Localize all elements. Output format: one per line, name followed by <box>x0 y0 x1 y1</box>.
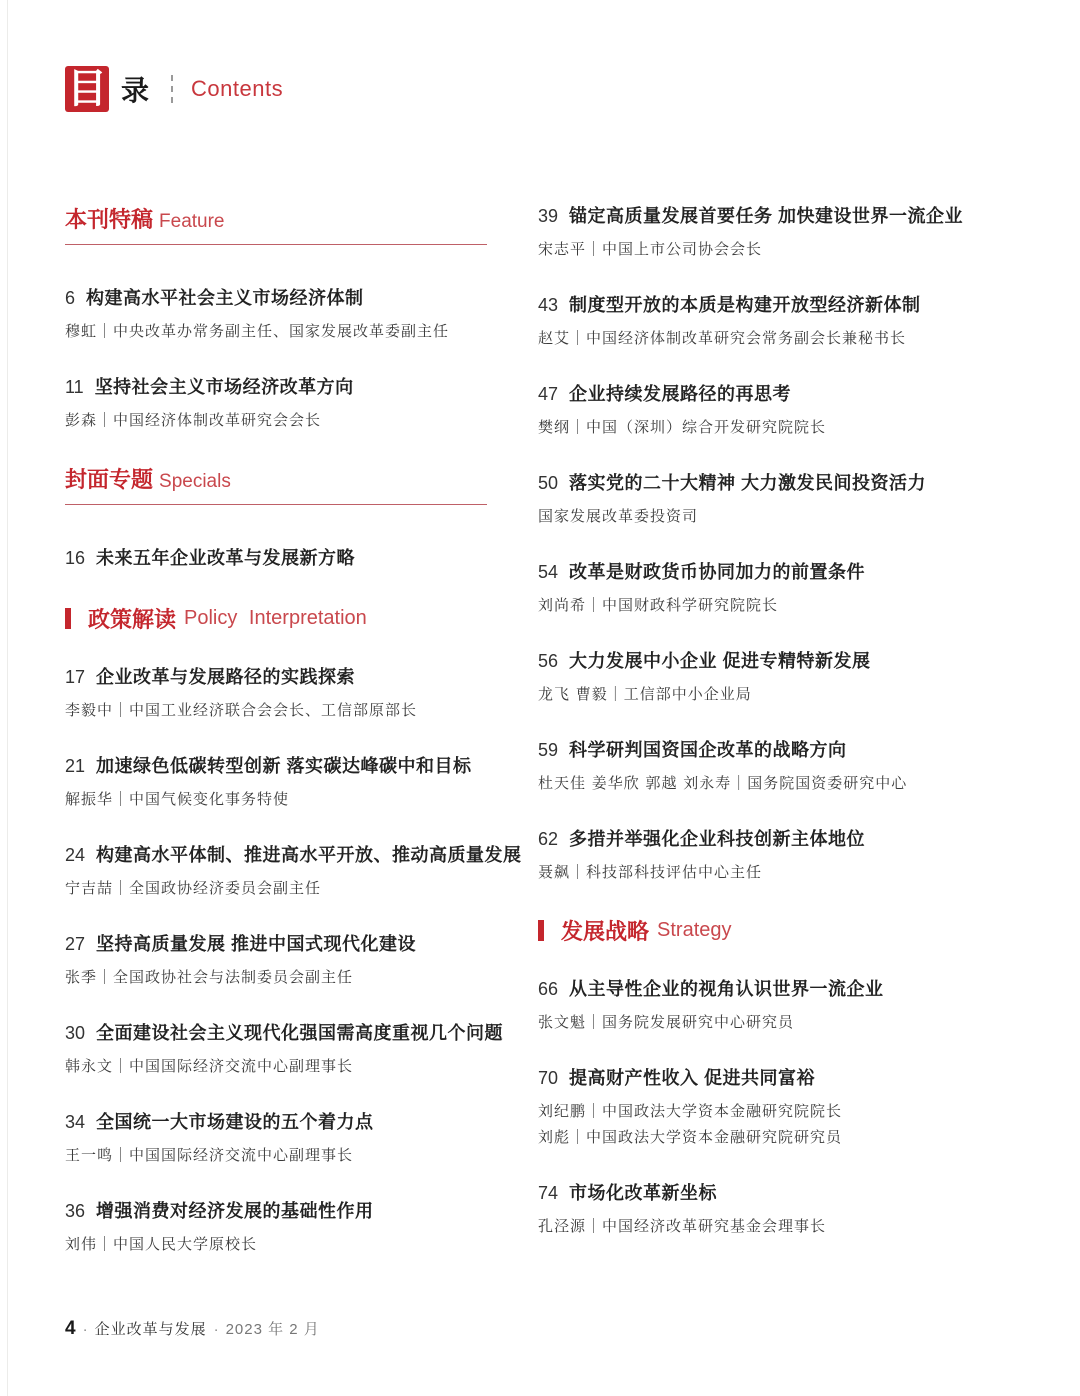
article-title: 多措并举强化企业科技创新主体地位 <box>569 829 866 849</box>
article-page-number: 16 <box>65 548 86 568</box>
toc-entry-6[interactable] <box>65 285 517 342</box>
article-title: 锚定高质量发展首要任务 加快建设世界一流企业 <box>569 206 964 226</box>
toc-entry-66[interactable] <box>538 976 998 1033</box>
toc-entry-16[interactable] <box>65 545 517 571</box>
toc-entry-39[interactable] <box>538 203 998 260</box>
dashed-divider <box>171 75 173 103</box>
page-footer <box>65 1318 320 1340</box>
article-author: 李毅中｜中国工业经济联合会会长、工信部原部长 <box>65 701 418 719</box>
article-author: 龙飞 曹毅｜工信部中小企业局 <box>538 685 752 703</box>
article-title: 企业改革与发展路径的实践探索 <box>96 667 356 687</box>
article-page-number: 70 <box>538 1068 559 1088</box>
footer-separator: · <box>82 1321 88 1338</box>
logo-suffix-text: 录 <box>121 75 150 106</box>
article-title: 增强消费对经济发展的基础性作用 <box>96 1201 374 1221</box>
article-title: 大力发展中小企业 促进专精特新发展 <box>569 651 871 671</box>
section-header-feature <box>65 203 487 245</box>
article-page-number: 21 <box>65 756 86 776</box>
toc-entry-27[interactable] <box>65 931 517 988</box>
article-page-number: 59 <box>538 740 559 760</box>
footer-page-number: 4 <box>65 1318 76 1339</box>
toc-entry-30[interactable] <box>65 1020 517 1077</box>
section-title-zh: 封面专题 <box>65 467 154 492</box>
article-page-number: 47 <box>538 384 559 404</box>
article-author: 赵艾｜中国经济体制改革研究会常务副会长兼秘书长 <box>538 329 907 347</box>
section-header-strategy <box>538 915 998 946</box>
contents-header <box>65 66 283 112</box>
article-author: 孔泾源｜中国经济改革研究基金会理事长 <box>538 1217 827 1235</box>
article-author: 王一鸣｜中国国际经济交流中心副理事长 <box>65 1146 354 1164</box>
toc-entry-11[interactable] <box>65 374 517 431</box>
article-title: 从主导性企业的视角认识世界一流企业 <box>569 979 884 999</box>
article-page-number: 66 <box>538 979 559 999</box>
section-title-zh: 本刊特稿 <box>65 207 154 232</box>
article-page-number: 11 <box>65 377 84 397</box>
article-title: 提高财产性收入 促进共同富裕 <box>569 1068 816 1088</box>
article-page-number: 62 <box>538 829 559 849</box>
toc-entry-21[interactable] <box>65 753 517 810</box>
section-header-specials <box>65 463 487 505</box>
article-page-number: 56 <box>538 651 559 671</box>
article-author: 杜天佳 姜华欣 郭越 刘永寿｜国务院国资委研究中心 <box>538 774 908 792</box>
article-page-number: 50 <box>538 473 559 493</box>
section-header-policy <box>65 603 517 634</box>
article-title: 全国统一大市场建设的五个着力点 <box>96 1112 374 1132</box>
section-title-zh: 发展战略 <box>561 919 650 944</box>
footer-journal-name: 企业改革与发展 <box>94 1321 207 1338</box>
article-page-number: 54 <box>538 562 559 582</box>
article-author: 解振华｜中国气候变化事务特使 <box>65 790 290 808</box>
toc-entry-70[interactable] <box>538 1065 998 1148</box>
article-page-number: 36 <box>65 1201 86 1221</box>
article-author: 刘尚希｜中国财政科学研究院院长 <box>538 596 779 614</box>
section-bar-icon <box>65 608 71 629</box>
toc-columns <box>65 203 998 1287</box>
toc-entry-36[interactable] <box>65 1198 517 1255</box>
section-title-en: Feature <box>159 211 225 232</box>
article-author: 聂飙｜科技部科技评估中心主任 <box>538 863 763 881</box>
article-author: 刘伟｜中国人民大学原校长 <box>65 1235 258 1253</box>
article-title: 全面建设社会主义现代化强国需高度重视几个问题 <box>96 1023 504 1043</box>
toc-entry-24[interactable] <box>65 842 522 899</box>
toc-entry-34[interactable] <box>65 1109 517 1166</box>
article-title: 加速绿色低碳转型创新 落实碳达峰碳中和目标 <box>96 756 472 776</box>
article-page-number: 34 <box>65 1112 86 1132</box>
footer-separator: · <box>213 1321 219 1338</box>
section-bar-icon <box>538 920 544 941</box>
section-title-en: Strategy <box>657 919 732 941</box>
article-author: 韩永文｜中国国际经济交流中心副理事长 <box>65 1057 354 1075</box>
article-author: 宋志平｜中国上市公司协会会长 <box>538 240 763 258</box>
article-title: 落实党的二十大精神 大力激发民间投资活力 <box>569 473 927 493</box>
article-page-number: 6 <box>65 288 76 308</box>
toc-entry-50[interactable] <box>538 470 998 527</box>
article-page-number: 30 <box>65 1023 86 1043</box>
toc-entry-17[interactable] <box>65 664 517 721</box>
section-title-en: Specials <box>159 471 231 492</box>
article-title: 科学研判国资国企改革的战略方向 <box>569 740 847 760</box>
article-author: 国家发展改革委投资司 <box>538 507 699 525</box>
article-author: 张季｜全国政协社会与法制委员会副主任 <box>65 968 354 986</box>
article-title: 坚持高质量发展 推进中国式现代化建设 <box>96 934 417 954</box>
article-page-number: 24 <box>65 845 86 865</box>
article-page-number: 17 <box>65 667 86 687</box>
section-title-en: Policy Interpretation <box>184 607 367 629</box>
toc-entry-62[interactable] <box>538 826 998 883</box>
article-author: 刘彪｜中国政法大学资本金融研究院研究员 <box>538 1128 843 1146</box>
article-title: 制度型开放的本质是构建开放型经济新体制 <box>569 295 921 315</box>
article-author: 彭森｜中国经济体制改革研究会会长 <box>65 411 322 429</box>
section-title-zh: 政策解读 <box>88 607 177 632</box>
toc-column-left <box>65 203 522 1287</box>
toc-entry-59[interactable] <box>538 737 998 794</box>
toc-column-right <box>538 203 998 1287</box>
article-title: 构建高水平体制、推进高水平开放、推动高质量发展 <box>96 845 522 865</box>
contents-label: Contents <box>191 76 284 101</box>
toc-entry-56[interactable] <box>538 648 998 705</box>
article-author: 穆虹｜中央改革办常务副主任、国家发展改革委副主任 <box>65 322 450 340</box>
article-author: 张文魁｜国务院发展研究中心研究员 <box>538 1013 795 1031</box>
article-page-number: 27 <box>65 934 86 954</box>
toc-entry-43[interactable] <box>538 292 998 349</box>
article-page-number: 39 <box>538 206 559 226</box>
toc-entry-54[interactable] <box>538 559 998 616</box>
toc-entry-74[interactable] <box>538 1180 998 1237</box>
article-author: 刘纪鹏｜中国政法大学资本金融研究院院长 <box>538 1102 843 1120</box>
contents-logo-icon: 目 <box>67 67 107 111</box>
article-author: 樊纲｜中国（深圳）综合开发研究院院长 <box>538 418 827 436</box>
article-title: 改革是财政货币协同加力的前置条件 <box>569 562 866 582</box>
article-title: 市场化改革新坐标 <box>569 1183 718 1203</box>
article-page-number: 43 <box>538 295 559 315</box>
article-title: 构建高水平社会主义市场经济体制 <box>86 288 364 308</box>
page-edge-line <box>7 0 8 1396</box>
article-title: 未来五年企业改革与发展新方略 <box>96 548 356 568</box>
article-title: 坚持社会主义市场经济改革方向 <box>94 377 354 397</box>
article-title: 企业持续发展路径的再思考 <box>569 384 792 404</box>
article-page-number: 74 <box>538 1183 559 1203</box>
toc-entry-47[interactable] <box>538 381 998 438</box>
article-author: 宁吉喆｜全国政协经济委员会副主任 <box>65 879 322 897</box>
footer-date: 2023 年 2 月 <box>225 1321 320 1338</box>
